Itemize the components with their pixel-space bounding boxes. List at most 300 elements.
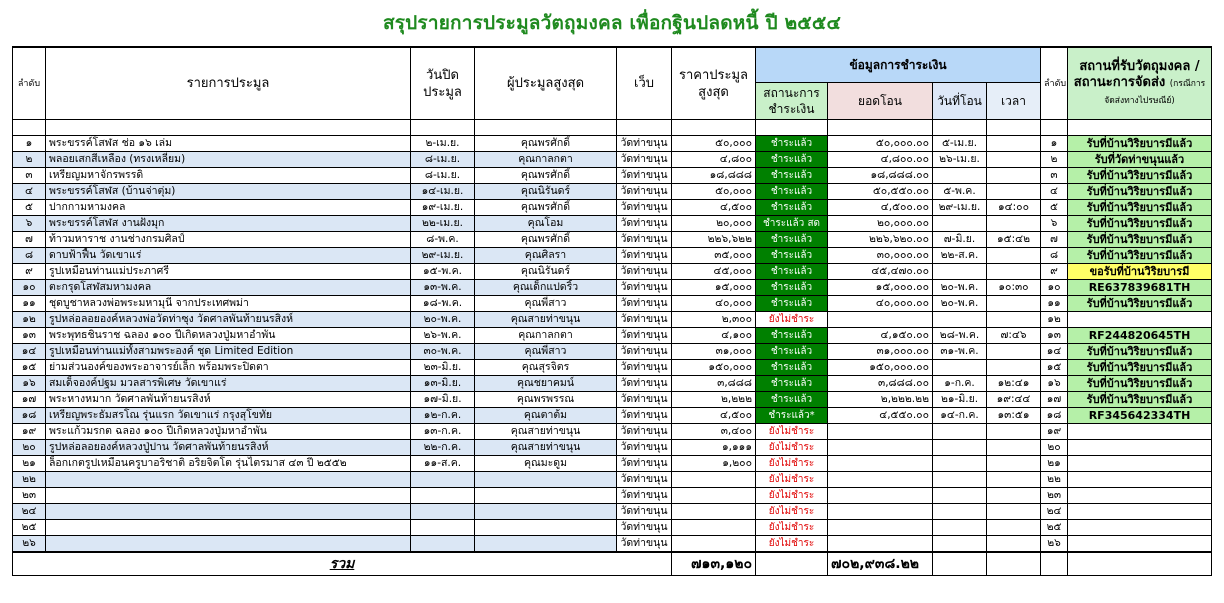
row-time — [987, 520, 1041, 536]
row-place — [1068, 536, 1212, 553]
row-item: พระขรรค์โสฬส งานฝังมุก — [46, 216, 411, 232]
row-amount: ๔,๑๕๐.๐๐ — [828, 328, 933, 344]
row-pay-status: ชำระแล้ว — [756, 280, 828, 296]
row-seq-2: ๒๖ — [1041, 536, 1068, 553]
row-place — [1068, 440, 1212, 456]
row-winner — [475, 536, 617, 553]
row-pay-status: ยังไม่ชำระ — [756, 440, 828, 456]
row-seq: ๑๕ — [13, 360, 46, 376]
table-row — [13, 408, 1212, 424]
row-place — [1068, 472, 1212, 488]
row-price: ๒,๒๒๒ — [672, 392, 756, 408]
table-row — [13, 248, 1212, 264]
row-place: รับที่บ้านวิริยบารมีแล้ว — [1068, 136, 1212, 152]
row-item: พลอยเสกสีเหลือง (ทรงเหลี่ยม) — [46, 152, 411, 168]
row-close-date: ๑๓-พ.ค. — [411, 280, 475, 296]
row-price: ๔,๕๐๐ — [672, 408, 756, 424]
table-row — [13, 296, 1212, 312]
table-row — [13, 504, 1212, 520]
table-row — [13, 312, 1212, 328]
row-place — [1068, 424, 1212, 440]
row-amount: ๑๘,๘๘๘.๐๐ — [828, 168, 933, 184]
row-transfer-date: ๒๒-ส.ค. — [933, 248, 987, 264]
row-transfer-date: ๒๐-พ.ค. — [933, 296, 987, 312]
row-pay-status: ชำระแล้ว — [756, 264, 828, 280]
table-row — [13, 200, 1212, 216]
table-row — [13, 136, 1212, 152]
row-amount: ๒๒๖,๖๒๐.๐๐ — [828, 232, 933, 248]
row-transfer-date: ๒๑-มิ.ย. — [933, 392, 987, 408]
row-seq: ๑๗ — [13, 392, 46, 408]
row-seq-2: ๑๙ — [1041, 424, 1068, 440]
row-place: รับที่บ้านวิริยบารมีแล้ว — [1068, 392, 1212, 408]
row-winner: คุณเด็กแปดริ้ว — [475, 280, 617, 296]
table-row — [13, 456, 1212, 472]
header-seq-2: ลำดับ — [1041, 47, 1068, 120]
row-winner: คุณพี่สาว — [475, 344, 617, 360]
row-winner: คุณพรศักดิ์ — [475, 136, 617, 152]
row-pay-status: ชำระแล้ว* — [756, 408, 828, 424]
row-transfer-date — [933, 168, 987, 184]
row-item: รูปเหมือนท่านแม่ประภาศรี — [46, 264, 411, 280]
row-amount — [828, 488, 933, 504]
row-amount: ๒๐,๐๐๐.๐๐ — [828, 216, 933, 232]
row-price: ๓๕,๐๐๐ — [672, 248, 756, 264]
table-row — [13, 440, 1212, 456]
row-place — [1068, 520, 1212, 536]
row-item: ปากกามหามงคล — [46, 200, 411, 216]
row-winner: คุณสายท่าขนุน — [475, 440, 617, 456]
row-winner: คุณกาลกตา — [475, 328, 617, 344]
row-web: วัดท่าขนุน — [617, 440, 672, 456]
row-seq: ๔ — [13, 184, 46, 200]
row-web: วัดท่าขนุน — [617, 408, 672, 424]
row-seq: ๑๑ — [13, 296, 46, 312]
row-web: วัดท่าขนุน — [617, 216, 672, 232]
row-amount: ๑๕๐,๐๐๐.๐๐ — [828, 360, 933, 376]
row-amount: ๔,๕๕๐.๐๐ — [828, 408, 933, 424]
row-item: ล็อกเกตรูปเหมือนครูบาอริชาติ อริยจิตโต รุ่นไตรมาส ๔๓ ปี ๒๕๕๒ — [46, 456, 411, 472]
row-pay-status: ยังไม่ชำระ — [756, 472, 828, 488]
row-time — [987, 424, 1041, 440]
row-place: รับที่วัดท่าขนุนแล้ว — [1068, 152, 1212, 168]
row-transfer-date — [933, 520, 987, 536]
row-close-date: ๑๕-พ.ค. — [411, 264, 475, 280]
table-body — [13, 136, 1212, 553]
row-item: รูปหล่อลอยองค์หลวงพ่อวัดท่าซุง วัดศาลพันท้ายนรสิงห์ — [46, 312, 411, 328]
row-amount: ๔๕,๔๗๐.๐๐ — [828, 264, 933, 280]
row-item: พระขรรค์โสฬส ช่อ ๑๖ เล่ม — [46, 136, 411, 152]
row-place: รับที่บ้านวิริยบารมีแล้ว — [1068, 200, 1212, 216]
row-seq-2: ๗ — [1041, 232, 1068, 248]
header-price: ราคาประมูลสูงสุด — [672, 47, 756, 120]
row-item: พระพุทธชินราช ฉลอง ๑๐๐ ปีเกิดหลวงปู่มหาอำพัน — [46, 328, 411, 344]
header-place — [1068, 47, 1212, 120]
row-transfer-date: ๒๘-พ.ค. — [933, 328, 987, 344]
header-seq: ลำดับ — [13, 47, 46, 120]
row-time — [987, 344, 1041, 360]
row-price: ๔๐,๐๐๐ — [672, 296, 756, 312]
row-place: รับที่บ้านวิริยบารมีแล้ว — [1068, 344, 1212, 360]
row-close-date: ๑๔-เม.ย. — [411, 184, 475, 200]
row-web: วัดท่าขนุน — [617, 280, 672, 296]
row-seq-2: ๖ — [1041, 216, 1068, 232]
row-time: ๑๒:๔๑ — [987, 376, 1041, 392]
auction-table — [12, 46, 1212, 576]
table-row — [13, 424, 1212, 440]
row-amount — [828, 424, 933, 440]
header-transfer-date: วันที่โอน — [933, 83, 987, 120]
row-amount: ๓,๘๘๘.๐๐ — [828, 376, 933, 392]
row-close-date: ๒๒-ก.ค. — [411, 440, 475, 456]
row-close-date: ๒๐-พ.ค. — [411, 312, 475, 328]
row-price: ๓๑,๐๐๐ — [672, 344, 756, 360]
row-place: รับที่บ้านวิริยบารมีแล้ว — [1068, 216, 1212, 232]
row-seq: ๒๓ — [13, 488, 46, 504]
row-place: RF244820645TH — [1068, 328, 1212, 344]
row-web: วัดท่าขนุน — [617, 184, 672, 200]
row-price: ๔,๕๐๐ — [672, 200, 756, 216]
row-web: วัดท่าขนุน — [617, 152, 672, 168]
row-seq: ๒๒ — [13, 472, 46, 488]
row-amount — [828, 312, 933, 328]
row-price: ๒๐,๐๐๐ — [672, 216, 756, 232]
row-web: วัดท่าขนุน — [617, 504, 672, 520]
table-row — [13, 152, 1212, 168]
row-seq-2: ๑๕ — [1041, 360, 1068, 376]
row-close-date: ๑๒-ก.ค. — [411, 408, 475, 424]
row-seq-2: ๒๑ — [1041, 456, 1068, 472]
row-seq-2: ๒๔ — [1041, 504, 1068, 520]
row-time — [987, 472, 1041, 488]
row-close-date: ๑๑-ส.ค. — [411, 456, 475, 472]
row-web: วัดท่าขนุน — [617, 376, 672, 392]
row-web: วัดท่าขนุน — [617, 344, 672, 360]
row-pay-status: ยังไม่ชำระ — [756, 504, 828, 520]
row-time — [987, 440, 1041, 456]
row-price — [672, 472, 756, 488]
table-row — [13, 232, 1212, 248]
row-amount — [828, 536, 933, 553]
header-pay-status: สถานะการชำระเงิน — [756, 83, 828, 120]
row-time — [987, 168, 1041, 184]
table-row — [13, 344, 1212, 360]
row-web: วัดท่าขนุน — [617, 360, 672, 376]
row-web: วัดท่าขนุน — [617, 392, 672, 408]
row-place: รับที่บ้านวิริยบารมีแล้ว — [1068, 248, 1212, 264]
row-seq-2: ๓ — [1041, 168, 1068, 184]
row-amount: ๔,๘๐๐.๐๐ — [828, 152, 933, 168]
row-winner: คุณกาลกตา — [475, 152, 617, 168]
row-amount — [828, 440, 933, 456]
row-web: วัดท่าขนุน — [617, 312, 672, 328]
row-price: ๑,๑๑๑ — [672, 440, 756, 456]
row-web: วัดท่าขนุน — [617, 488, 672, 504]
row-item: รูปเหมือนท่านแม่ทั้งสามพระองค์ ชุด Limited Edition — [46, 344, 411, 360]
row-price: ๔๕,๐๐๐ — [672, 264, 756, 280]
row-web: วัดท่าขนุน — [617, 536, 672, 553]
row-transfer-date: ๒๖-เม.ย. — [933, 152, 987, 168]
row-item — [46, 472, 411, 488]
table-row — [13, 536, 1212, 553]
row-winner: คุณสายท่าขนุน — [475, 312, 617, 328]
table-row — [13, 360, 1212, 376]
row-web: วัดท่าขนุน — [617, 136, 672, 152]
row-price: ๑๕๐,๐๐๐ — [672, 360, 756, 376]
table-row — [13, 472, 1212, 488]
row-transfer-date — [933, 440, 987, 456]
row-seq-2: ๑ — [1041, 136, 1068, 152]
row-pay-status: ชำระแล้ว — [756, 248, 828, 264]
row-close-date: ๒๙-เม.ย. — [411, 248, 475, 264]
row-seq: ๒๐ — [13, 440, 46, 456]
table-row — [13, 264, 1212, 280]
row-close-date: ๘-เม.ย. — [411, 152, 475, 168]
row-transfer-date: ๒๙-เม.ย. — [933, 200, 987, 216]
row-seq-2: ๘ — [1041, 248, 1068, 264]
row-price — [672, 488, 756, 504]
table-row — [13, 168, 1212, 184]
row-web: วัดท่าขนุน — [617, 264, 672, 280]
row-transfer-date: ๗-มิ.ย. — [933, 232, 987, 248]
row-winner: คุณนิรันดร์ — [475, 184, 617, 200]
row-seq: ๗ — [13, 232, 46, 248]
row-seq: ๑ — [13, 136, 46, 152]
row-transfer-date: ๕-พ.ค. — [933, 184, 987, 200]
row-close-date: ๒๒-เม.ย. — [411, 216, 475, 232]
row-transfer-date: ๓๑-พ.ค. — [933, 344, 987, 360]
row-item — [46, 504, 411, 520]
row-price — [672, 536, 756, 553]
row-transfer-date — [933, 424, 987, 440]
row-winner — [475, 472, 617, 488]
row-price: ๑๘,๘๘๘ — [672, 168, 756, 184]
row-time — [987, 296, 1041, 312]
row-seq-2: ๒๓ — [1041, 488, 1068, 504]
row-item: ตะกรุดโสฬสมหามงคล — [46, 280, 411, 296]
row-item — [46, 536, 411, 553]
row-pay-status: ยังไม่ชำระ — [756, 536, 828, 553]
row-amount — [828, 504, 933, 520]
row-close-date: ๘-เม.ย. — [411, 168, 475, 184]
row-winner: คุณพรพรรณ — [475, 392, 617, 408]
row-transfer-date — [933, 216, 987, 232]
row-place — [1068, 504, 1212, 520]
row-web: วัดท่าขนุน — [617, 520, 672, 536]
total-price: ๗๑๓,๑๒๐ — [672, 552, 756, 576]
row-price: ๑,๒๐๐ — [672, 456, 756, 472]
header-winner: ผู้ประมูลสูงสุด — [475, 47, 617, 120]
row-place: รับที่บ้านวิริยบารมีแล้ว — [1068, 232, 1212, 248]
row-amount: ๔๐,๐๐๐.๐๐ — [828, 296, 933, 312]
row-time — [987, 152, 1041, 168]
total-amount: ๗๐๒,๙๓๘.๒๒ — [828, 552, 933, 576]
row-place: รับที่บ้านวิริยบารมีแล้ว — [1068, 168, 1212, 184]
row-winner: คุณชยาคมน์ — [475, 376, 617, 392]
row-seq: ๒๑ — [13, 456, 46, 472]
header-row-1 — [13, 47, 1212, 83]
row-price: ๕๐,๐๐๐ — [672, 184, 756, 200]
row-seq-2: ๑๐ — [1041, 280, 1068, 296]
row-seq: ๘ — [13, 248, 46, 264]
row-time: ๗:๔๖ — [987, 328, 1041, 344]
row-web: วัดท่าขนุน — [617, 248, 672, 264]
row-winner — [475, 520, 617, 536]
row-amount: ๑๕,๐๐๐.๐๐ — [828, 280, 933, 296]
row-seq-2: ๑๘ — [1041, 408, 1068, 424]
row-amount: ๓๐,๐๐๐.๐๐ — [828, 248, 933, 264]
row-price: ๓,๔๐๐ — [672, 424, 756, 440]
row-amount: ๒,๒๒๒.๒๒ — [828, 392, 933, 408]
row-seq-2: ๑๑ — [1041, 296, 1068, 312]
total-label: รวม — [13, 552, 672, 576]
row-transfer-date: ๒๐-พ.ค. — [933, 280, 987, 296]
row-time — [987, 248, 1041, 264]
row-seq-2: ๒๐ — [1041, 440, 1068, 456]
row-transfer-date: ๑๔-ก.ค. — [933, 408, 987, 424]
row-web: วัดท่าขนุน — [617, 232, 672, 248]
row-web: วัดท่าขนุน — [617, 200, 672, 216]
row-item: ดาบฟ้าฟื้น วัดเขาแร่ — [46, 248, 411, 264]
row-time: ๑๐:๓๐ — [987, 280, 1041, 296]
row-web: วัดท่าขนุน — [617, 168, 672, 184]
row-web: วัดท่าขนุน — [617, 472, 672, 488]
row-price: ๒,๓๐๐ — [672, 312, 756, 328]
row-pay-status: ยังไม่ชำระ — [756, 456, 828, 472]
row-amount — [828, 520, 933, 536]
row-pay-status: ชำระแล้ว — [756, 200, 828, 216]
row-seq-2: ๕ — [1041, 200, 1068, 216]
row-item: เหรียญพระธัมสรโณ รุ่นแรก วัดเขาแร่ กรุงสุโขทัย — [46, 408, 411, 424]
header-payment-info: ข้อมูลการชำระเงิน — [756, 47, 1041, 83]
table-row — [13, 488, 1212, 504]
row-close-date — [411, 472, 475, 488]
row-amount — [828, 456, 933, 472]
row-amount: ๕๐,๕๕๐.๐๐ — [828, 184, 933, 200]
row-seq: ๑๓ — [13, 328, 46, 344]
row-close-date: ๒-เม.ย. — [411, 136, 475, 152]
row-winner: คุณศิลรา — [475, 248, 617, 264]
row-pay-status: ชำระแล้ว — [756, 376, 828, 392]
row-web: วัดท่าขนุน — [617, 456, 672, 472]
row-time: ๑๙:๔๔ — [987, 392, 1041, 408]
row-place — [1068, 488, 1212, 504]
row-winner: คุณสุรจิตร — [475, 360, 617, 376]
row-transfer-date — [933, 472, 987, 488]
row-amount: ๔,๕๐๐.๐๐ — [828, 200, 933, 216]
row-pay-status: ชำระแล้ว — [756, 184, 828, 200]
row-transfer-date — [933, 504, 987, 520]
row-price: ๒๒๖,๖๒๒ — [672, 232, 756, 248]
row-item: ย่ามส่วนองค์ของพระอาจารย์เล็ก พร้อมพระปิดตา — [46, 360, 411, 376]
row-transfer-date: ๕-เม.ย. — [933, 136, 987, 152]
row-close-date — [411, 536, 475, 553]
row-time — [987, 312, 1041, 328]
header-time: เวลา — [987, 83, 1041, 120]
row-close-date: ๘-พ.ค. — [411, 232, 475, 248]
row-winner: คุณมะดูม — [475, 456, 617, 472]
row-price: ๑๕,๐๐๐ — [672, 280, 756, 296]
row-pay-status: ยังไม่ชำระ — [756, 488, 828, 504]
row-seq-2: ๒๒ — [1041, 472, 1068, 488]
row-item: พระแก้วมรกต ฉลอง ๑๐๐ ปีเกิดหลวงปู่มหาอำพัน — [46, 424, 411, 440]
row-seq-2: ๑๒ — [1041, 312, 1068, 328]
row-time — [987, 264, 1041, 280]
row-time — [987, 488, 1041, 504]
row-pay-status: ชำระแล้ว — [756, 344, 828, 360]
table-row — [13, 392, 1212, 408]
row-seq: ๒๕ — [13, 520, 46, 536]
row-pay-status: ชำระแล้ว — [756, 152, 828, 168]
row-amount: ๓๑,๐๐๐.๐๐ — [828, 344, 933, 360]
row-seq: ๑๔ — [13, 344, 46, 360]
row-seq-2: ๒๕ — [1041, 520, 1068, 536]
row-item — [46, 488, 411, 504]
row-seq: ๑๘ — [13, 408, 46, 424]
row-time — [987, 184, 1041, 200]
row-item: พระหางหมาก วัดศาลพันท้ายนรสิงห์ — [46, 392, 411, 408]
row-seq-2: ๔ — [1041, 184, 1068, 200]
row-time — [987, 504, 1041, 520]
row-pay-status: ยังไม่ชำระ — [756, 520, 828, 536]
row-transfer-date — [933, 264, 987, 280]
row-close-date: ๑๗-มิ.ย. — [411, 392, 475, 408]
page-title: สรุปรายการประมูลวัตถุมงคล เพื่อกฐินปลดหนี้ ปี ๒๕๕๔ — [382, 12, 842, 34]
row-time — [987, 216, 1041, 232]
row-pay-status: ชำระแล้ว — [756, 168, 828, 184]
row-item: รูปหล่อลอยองค์หลวงปู่ปาน วัดศาลพันท้ายนรสิงห์ — [46, 440, 411, 456]
row-amount: ๕๐,๐๐๐.๐๐ — [828, 136, 933, 152]
row-pay-status: ยังไม่ชำระ — [756, 312, 828, 328]
header-web: เว็บ — [617, 47, 672, 120]
row-seq: ๑๐ — [13, 280, 46, 296]
row-seq: ๓ — [13, 168, 46, 184]
row-transfer-date — [933, 360, 987, 376]
row-winner — [475, 504, 617, 520]
row-close-date: ๑๓-มิ.ย. — [411, 376, 475, 392]
row-web: วัดท่าขนุน — [617, 424, 672, 440]
row-seq: ๑๒ — [13, 312, 46, 328]
row-seq-2: ๑๖ — [1041, 376, 1068, 392]
row-winner: คุณตาต้ม — [475, 408, 617, 424]
row-close-date: ๓๐-พ.ค. — [411, 344, 475, 360]
row-time: ๑๔:๐๐ — [987, 200, 1041, 216]
row-seq: ๒ — [13, 152, 46, 168]
row-seq-2: ๑๔ — [1041, 344, 1068, 360]
row-item: ชุดบูชาหลวงพ่อพระมหามุนี จากประเทศพม่า — [46, 296, 411, 312]
row-seq-2: ๒ — [1041, 152, 1068, 168]
table-row — [13, 328, 1212, 344]
row-price: ๔,๘๐๐ — [672, 152, 756, 168]
row-seq: ๑๙ — [13, 424, 46, 440]
row-pay-status: ชำระแล้ว — [756, 328, 828, 344]
row-time — [987, 136, 1041, 152]
total-row — [13, 552, 1212, 576]
row-price: ๔,๑๐๐ — [672, 328, 756, 344]
row-transfer-date — [933, 488, 987, 504]
row-place: รับที่บ้านวิริยบารมีแล้ว — [1068, 184, 1212, 200]
row-close-date: ๑๓-ก.ค. — [411, 424, 475, 440]
row-time — [987, 536, 1041, 553]
row-time: ๑๕:๔๒ — [987, 232, 1041, 248]
row-seq-2: ๑๓ — [1041, 328, 1068, 344]
row-pay-status: ชำระแล้ว — [756, 232, 828, 248]
row-winner: คุณพรศักดิ์ — [475, 232, 617, 248]
row-pay-status: ชำระแล้ว — [756, 392, 828, 408]
table-row — [13, 216, 1212, 232]
row-item: สมเด็จองค์ปฐม มวลสารพิเศษ วัดเขาแร่ — [46, 376, 411, 392]
header-amount: ยอดโอน — [828, 83, 933, 120]
